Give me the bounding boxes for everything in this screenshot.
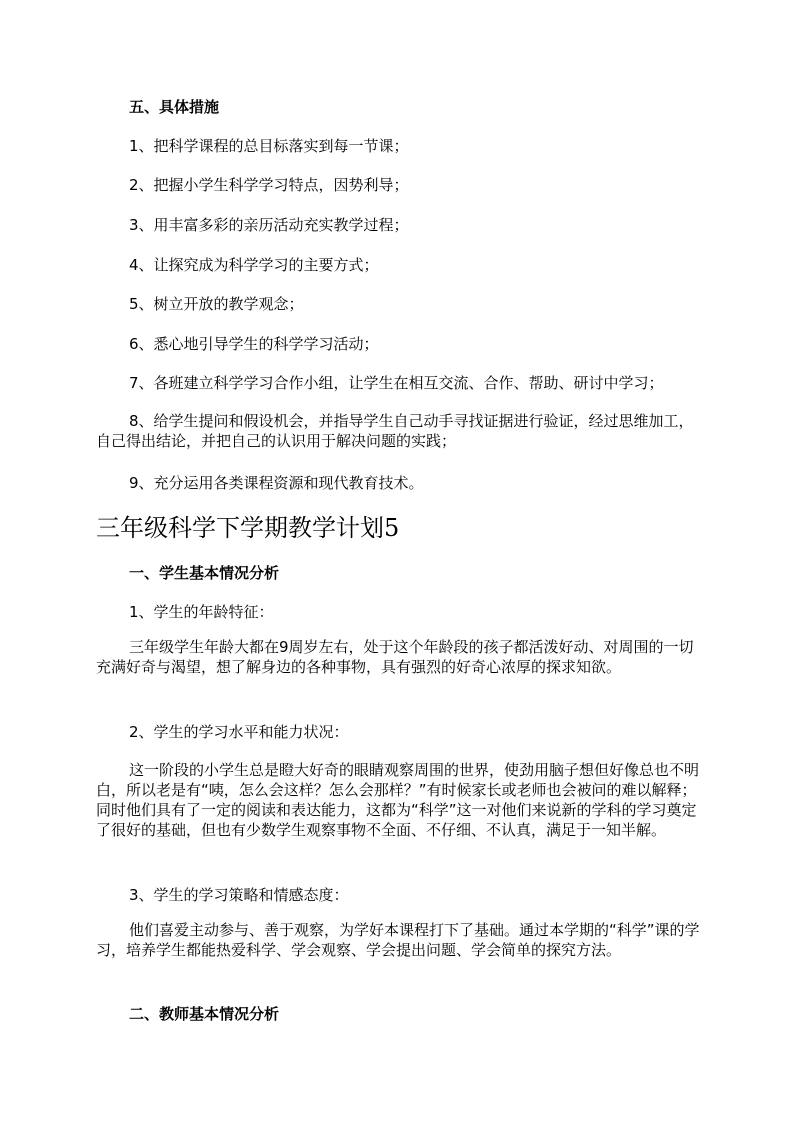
subheading-age: 1、学生的年龄特征：	[129, 603, 274, 621]
subheading-ability: 2、学生的学习水平和能力状况：	[129, 723, 349, 741]
section-heading-teachers: 二、教师基本情况分析	[129, 1005, 280, 1023]
measure-item-1: 1、把科学课程的总目标落实到每一节课；	[129, 137, 409, 155]
paragraph-strategy: 他们喜爱主动参与、善于观察，为学好本课程打下了基础。通过本学期的“科学”课的学习，培养学生都能热爱科学、学会观察、学会提出问题、学会简单的探究方法。	[96, 921, 700, 959]
section-heading-measures: 五、具体措施	[129, 98, 220, 116]
measure-item-9: 9、充分运用各类课程资源和现代教育技术。	[129, 474, 424, 492]
section-heading-students: 一、学生基本情况分析	[129, 564, 280, 582]
measure-item-7: 7、各班建立科学学习合作小组，让学生在相互交流、合作、帮助、研讨中学习；	[129, 374, 664, 392]
page-title: 三年级科学下学期教学计划5	[96, 514, 400, 542]
measure-item-8: 8、给学生提问和假设机会，并指导学生自己动手寻找证据进行验证，经过思维加工，自己得出结论，并把自己的认识用于解决问题的实践；	[96, 412, 694, 450]
paragraph-ability: 这一阶段的小学生总是瞪大好奇的眼睛观察周围的世界，使劲用脑子想但好像总也不明白，所以老是有“咦，怎么会这样？怎么会那样？”有时候家长或老师也会被问的难以解释；同时他们具有了一定的阅读和表达能力，这都为“科学”这一对他们来说新的学科的学习奠定了很好的基础，但也有少数学生观察事物不全面、不仔细、不认真，满足于一知半解。	[96, 761, 700, 839]
subheading-strategy: 3、学生的学习策略和情感态度：	[129, 886, 349, 904]
measure-item-6: 6、悉心地引导学生的科学学习活动；	[129, 335, 379, 353]
measure-item-5: 5、树立开放的教学观念；	[129, 295, 304, 313]
measure-item-2: 2、把握小学生科学学习特点，因势利导；	[129, 176, 409, 194]
measure-item-4: 4、让探究成为科学学习的主要方式；	[129, 256, 379, 274]
measure-item-3: 3、用丰富多彩的亲历活动充实教学过程；	[129, 216, 409, 234]
paragraph-age: 三年级学生年龄大都在9周岁左右，处于这个年龄段的孩子都活泼好动、对周围的一切充满好奇与渴望，想了解身边的各种事物，具有强烈的好奇心浓厚的探求知欲。	[96, 638, 694, 676]
